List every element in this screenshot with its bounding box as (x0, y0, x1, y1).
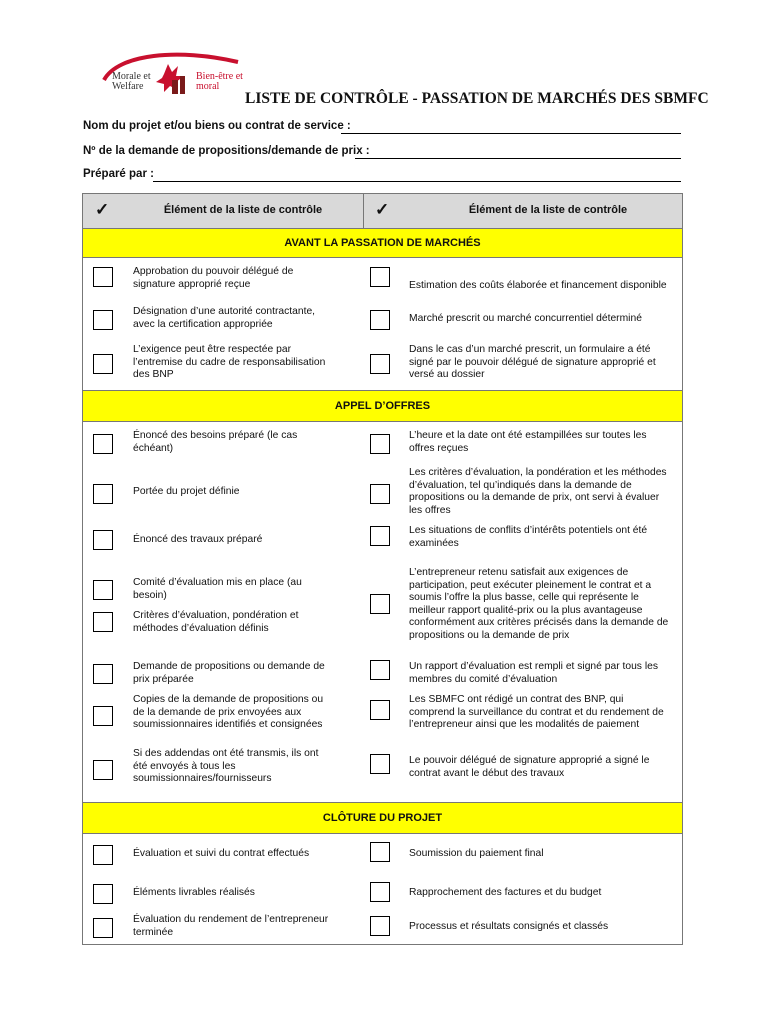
item-tender-right-2: Les critères d’évaluation, la pondération et les méthodes d’évaluation, tel qu’indiqués dans la demande de propositions ou la demande de prix, ont servi à évaluer les offres (409, 467, 667, 516)
item-tender-left-5: Critères d’évaluation, pondération et méthodes d’évaluation définis (133, 610, 299, 634)
checkbox[interactable] (93, 434, 113, 454)
checkbox[interactable] (93, 580, 113, 600)
checkbox[interactable] (370, 484, 390, 504)
logo-left-text: Morale et Welfare (112, 71, 151, 92)
request-label: Nº de la demande de propositions/demande de prix : (83, 145, 370, 157)
checklist-table (82, 193, 683, 945)
item-tender-right-1: L’heure et la date ont été estampillées sur toutes les offres reçues (409, 430, 647, 454)
section-tender: APPEL D’OFFRES (83, 390, 682, 422)
prepared-line[interactable] (153, 181, 681, 182)
item-tender-right-6: Les SBMFC ont rédigé un contrat des BNP, qui comprend la surveillance du contrat et du rendement de l’entrepreneur ainsi que les modalités de paiement (409, 694, 664, 730)
prepared-label: Préparé par : (83, 168, 154, 180)
section-closing: CLÔTURE DU PROJET (83, 802, 682, 834)
checkbox[interactable] (370, 754, 390, 774)
checkbox[interactable] (370, 882, 390, 902)
checkbox[interactable] (93, 918, 113, 938)
checkbox[interactable] (93, 530, 113, 550)
item-tender-left-6: Demande de propositions ou demande de prix préparée (133, 661, 325, 685)
checkbox[interactable] (93, 706, 113, 726)
item-closing-left-2: Éléments livrables réalisés (133, 887, 255, 898)
item-closing-right-2: Rapprochement des factures et du budget (409, 887, 602, 898)
item-tender-right-5: Un rapport d’évaluation est rempli et signé par tous les membres du comité d’évaluation (409, 661, 658, 685)
checkbox[interactable] (93, 612, 113, 632)
request-line[interactable] (355, 158, 681, 159)
checkbox[interactable] (93, 664, 113, 684)
item-tender-left-7: Copies de la demande de propositions ou de la demande de prix envoyées aux soumissionnaires identifiés et consignées (133, 694, 324, 730)
checkbox[interactable] (93, 354, 113, 374)
checkbox[interactable] (93, 267, 113, 287)
checkbox[interactable] (370, 660, 390, 680)
project-line[interactable] (341, 133, 681, 134)
prepared-field (83, 168, 154, 180)
checkbox[interactable] (370, 842, 390, 862)
section-before: AVANT LA PASSATION DE MARCHÉS (83, 228, 682, 258)
project-field (83, 120, 351, 132)
logo-right-text: Bien-être et moral (196, 71, 243, 92)
checkbox[interactable] (370, 434, 390, 454)
checkbox[interactable] (370, 700, 390, 720)
item-tender-right-7: Le pouvoir délégué de signature approprié a signé le contrat avant le début des travaux (409, 755, 650, 779)
item-closing-right-1: Soumission du paiement final (409, 848, 544, 859)
checkbox[interactable] (370, 267, 390, 287)
column-header-left: Élément de la liste de contrôle (163, 204, 323, 216)
item-before-right-3: Dans le cas d’un marché prescrit, un formulaire a été signé par le pouvoir délégué de signature approprié et versé au dossier (409, 344, 656, 380)
item-closing-left-1: Évaluation et suivi du contrat effectués (133, 848, 310, 859)
item-before-right-2: Marché prescrit ou marché concurrentiel déterminé (409, 313, 642, 324)
item-before-left-2: Désignation d’une autorité contractante, avec la certification appropriée (133, 306, 316, 330)
item-tender-left-3: Énoncé des travaux préparé (133, 534, 263, 545)
checkbox[interactable] (93, 845, 113, 865)
checkbox[interactable] (93, 760, 113, 780)
check-icon: ✓ (375, 200, 390, 219)
checkbox[interactable] (93, 484, 113, 504)
item-before-left-3: L’exigence peut être respectée par l’entremise du cadre de responsabilisation des BNP (133, 344, 326, 380)
table-header (83, 194, 682, 229)
checkbox[interactable] (93, 884, 113, 904)
item-tender-left-8: Si des addendas ont été transmis, ils ont été envoyés à tous les soumissionnaires/fournisseurs (133, 748, 319, 784)
item-before-left-1: Approbation du pouvoir délégué de signature approprié reçue (133, 266, 294, 290)
column-header-right: Élément de la liste de contrôle (468, 204, 628, 216)
item-tender-right-4: L’entrepreneur retenu satisfait aux exigences de participation, peut exécuter pleinement le contrat et a soumis l’offre la plus basse, celle qui représente le meilleur rapport qualité-prix ou la plus avantageuse conformément aux critères précisés dans la demande de propositions ou la demande de prix (409, 567, 669, 641)
item-tender-left-2: Portée du projet définie (133, 486, 240, 497)
item-tender-left-1: Énoncé des besoins préparé (le cas échéant) (133, 430, 298, 454)
project-label: Nom du projet et/ou biens ou contrat de service : (83, 120, 351, 132)
item-tender-left-4: Comité d’évaluation mis en place (au besoin) (133, 577, 302, 601)
item-tender-right-3: Les situations de conflits d’intérêts potentiels ont été examinées (409, 525, 648, 549)
checkbox[interactable] (370, 526, 390, 546)
divider (363, 194, 364, 228)
checkbox[interactable] (370, 354, 390, 374)
checkbox[interactable] (370, 310, 390, 330)
request-field (83, 145, 370, 157)
item-before-right-1: Estimation des coûts élaborée et financement disponible (409, 280, 667, 291)
item-closing-left-3: Évaluation du rendement de l’entrepreneur terminée (133, 914, 329, 938)
checkbox[interactable] (93, 310, 113, 330)
sbmfc-logo (98, 50, 248, 104)
page-title: LISTE DE CONTRÔLE - PASSATION DE MARCHÉS DES SBMFC (245, 90, 709, 107)
item-closing-right-3: Processus et résultats consignés et classés (409, 921, 609, 932)
checkbox[interactable] (370, 916, 390, 936)
check-icon: ✓ (95, 200, 110, 219)
checkbox[interactable] (370, 594, 390, 614)
